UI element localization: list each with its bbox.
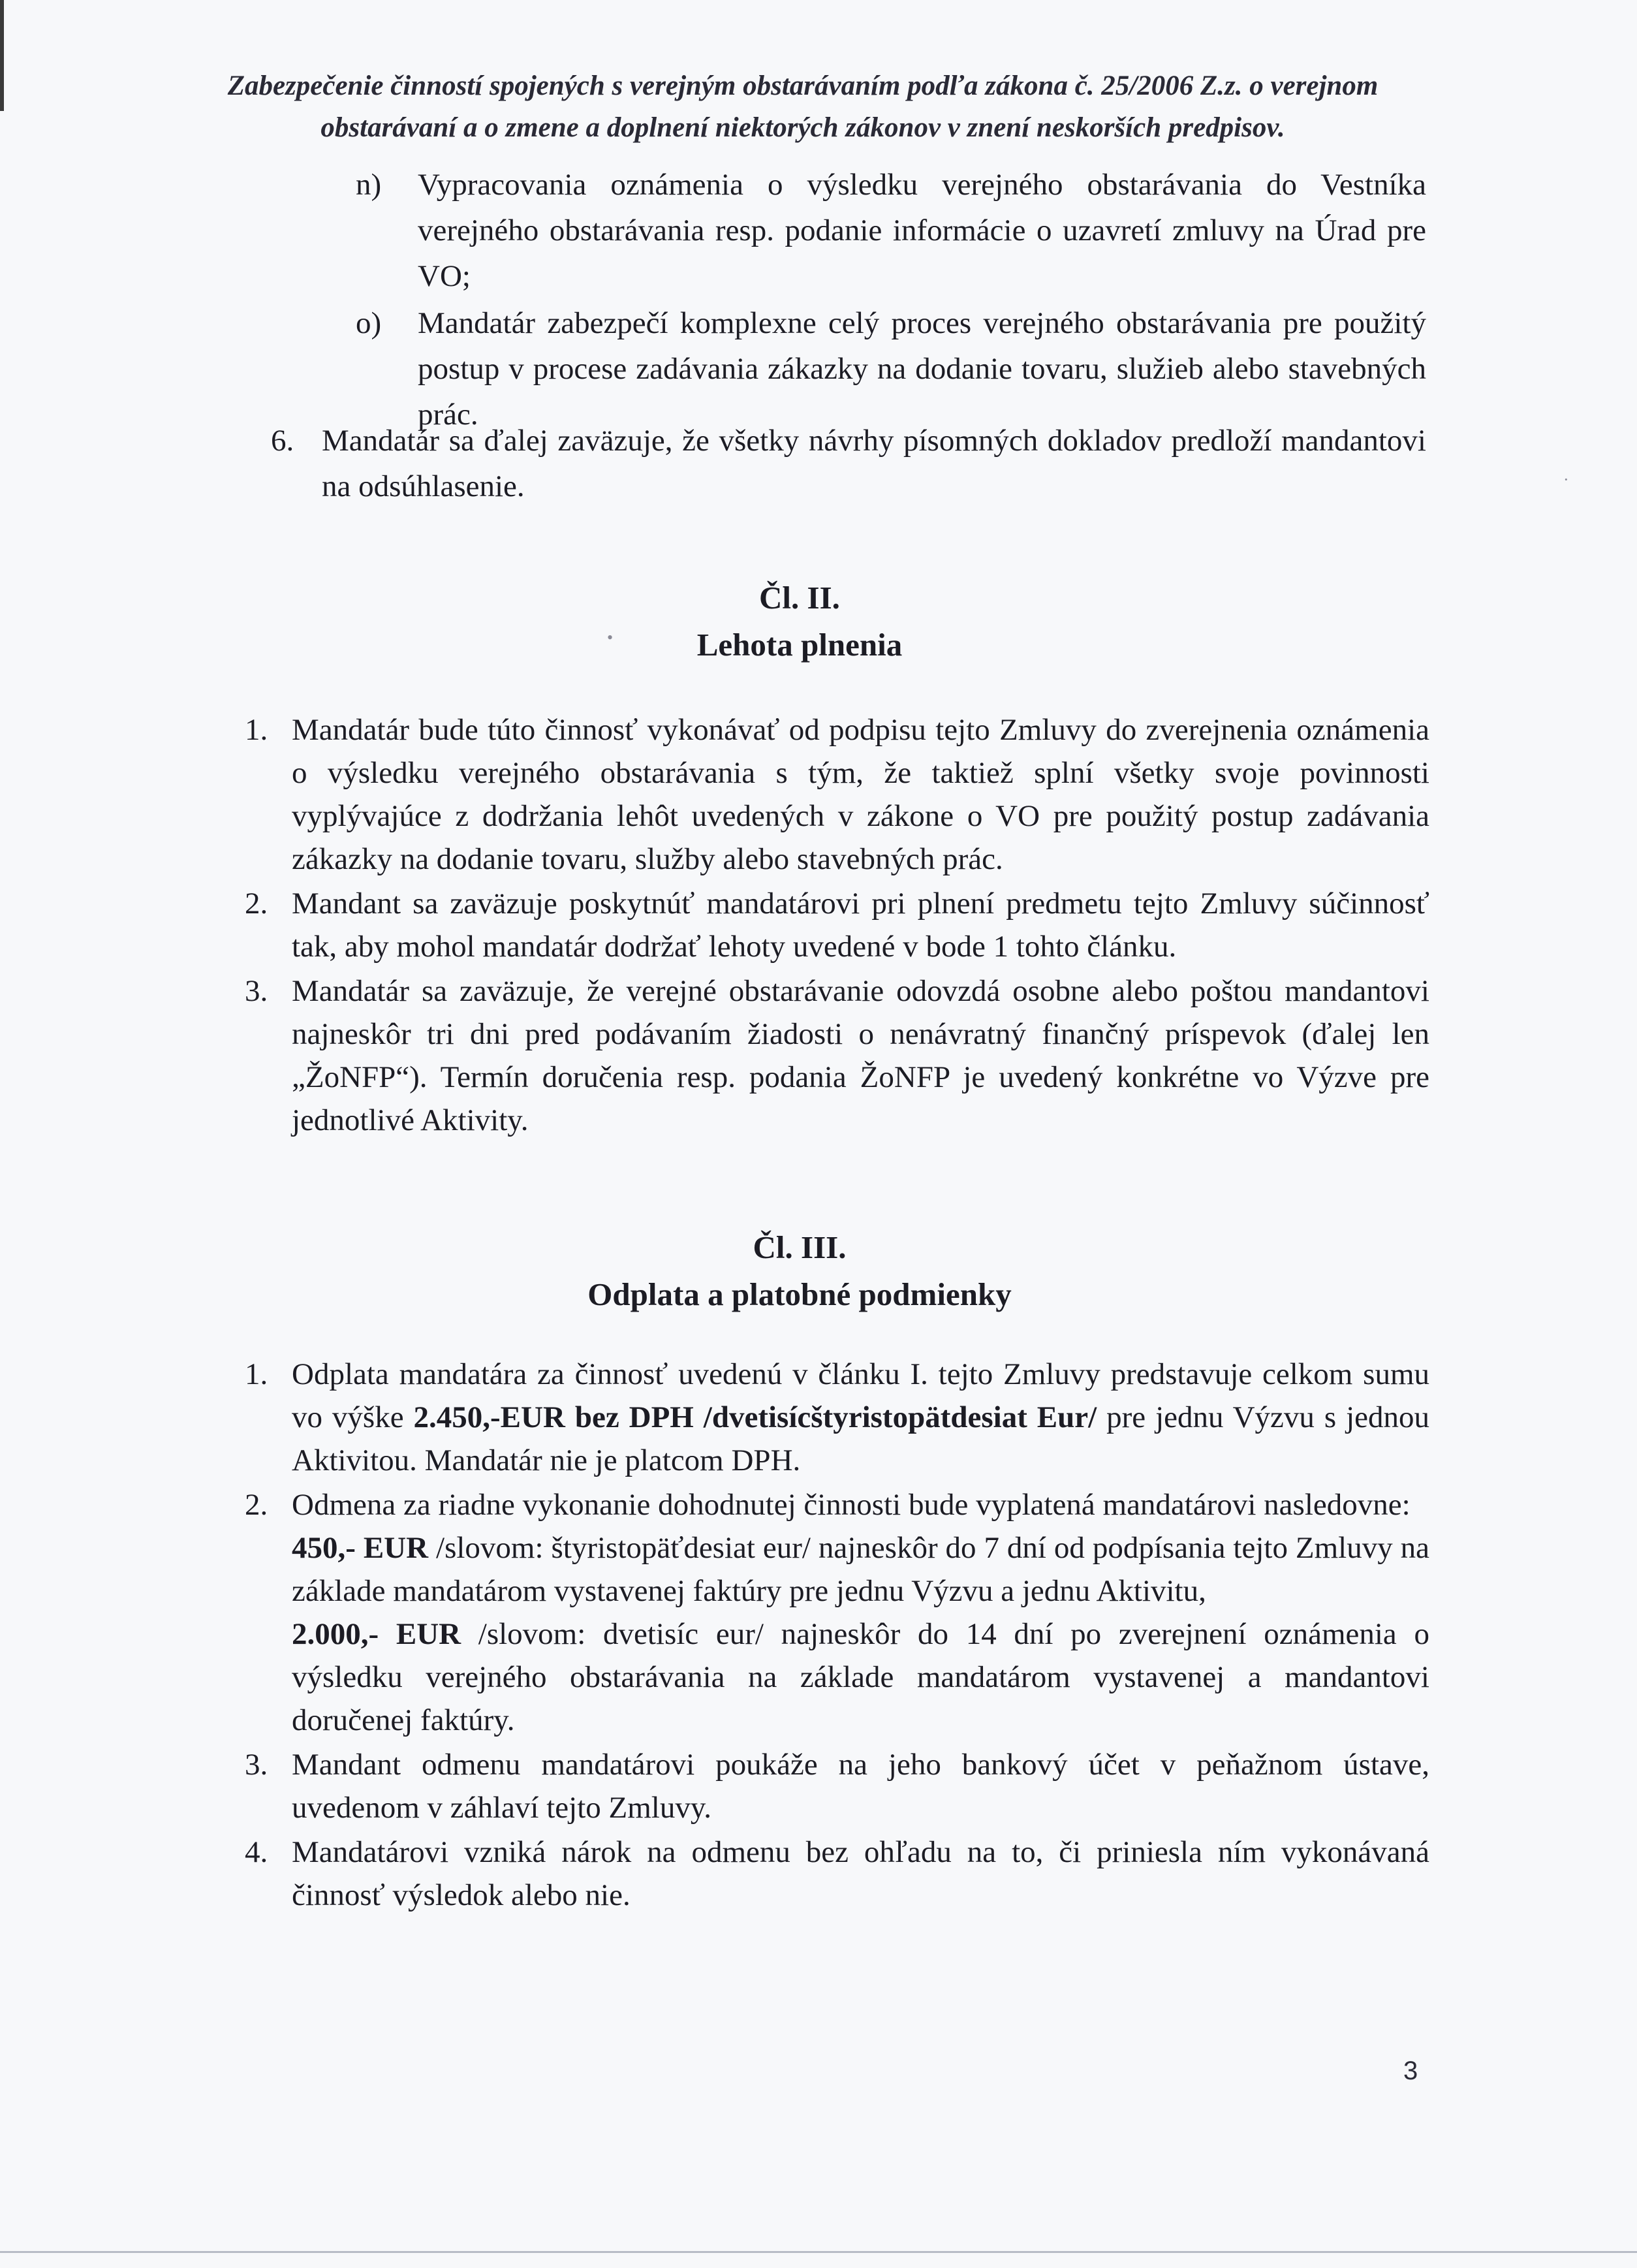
- list-item: [356, 300, 1426, 437]
- page-number: 3: [1403, 2056, 1418, 2085]
- list-item-text: Odmena za riadne vykonanie dohodnutej činnosti bude vyplatená mandatárovi nasledovne:: [292, 1488, 1411, 1522]
- payment-text: /slovom: dvetisíc eur/ najneskôr do 14 dní po zverejnení oznámenia o výsledku verejného obstarávania na základe mandatárom vystavenej a mandantovi doručenej faktúry.: [292, 1617, 1429, 1737]
- list-number: 3.: [245, 1748, 268, 1782]
- list-item: [356, 162, 1426, 299]
- scan-bottom-edge: [0, 2251, 1637, 2253]
- list-number: 1.: [245, 1357, 268, 1391]
- payment-installment-2: [292, 1613, 1429, 1742]
- list-item: [245, 1743, 1429, 1829]
- list-item-text: Mandatár sa zaväzuje, že verejné obstarávanie odovzdá osobne alebo poštou mandantovi najneskôr tri dni pred podávaním žiadosti o nenávratný finančný príspevok (ďalej len „ŽoNFP“). Termín doručenia resp. podania ŽoNFP je uvedený konkrétne vo Výzve pre jednotlivé Aktivity.: [292, 974, 1429, 1137]
- list-item-text: Mandatár zabezpečí komplexne celý proces verejného obstarávania pre použitý postup v procese zadávania zákazky na dodanie tovaru, služieb alebo stavebných prác.: [418, 306, 1426, 432]
- list-item: [245, 1483, 1429, 1742]
- list-marker: n): [356, 168, 382, 202]
- list-item-text: Mandatár sa ďalej zaväzuje, že všetky návrhy písomných dokladov predloží mandantovi na odsúhlasenie.: [322, 424, 1426, 503]
- list-item: [245, 708, 1429, 881]
- article-number: Čl. II.: [759, 580, 840, 616]
- fee-amount: 2.450,-EUR bez DPH /dvetisícštyristopätdesiat Eur/: [413, 1400, 1097, 1434]
- list-number: 1.: [245, 713, 268, 747]
- article-title: Lehota plnenia: [696, 627, 903, 663]
- list-marker: o): [356, 306, 382, 340]
- list-number: 4.: [245, 1835, 268, 1869]
- list-number: 3.: [245, 974, 268, 1008]
- scan-speck: •: [607, 628, 614, 647]
- list-item-text: Mandatár bude túto činnosť vykonávať od podpisu tejto Zmluvy do zverejnenia oznámenia o výsledku verejného obstarávania s tým, že taktiež splní všetky svoje povinnosti vyplývajúce z dodržania lehôt uvedených v zákone o VO pre použitý postup zadávania zákazky na dodanie tovaru, služby alebo stavebných prác.: [292, 713, 1429, 876]
- list-item: [245, 1831, 1429, 1917]
- article-ii-heading: [0, 575, 1599, 669]
- list-item-text: Mandant sa zaväzuje poskytnúť mandatárovi pri plnení predmetu tejto Zmluvy súčinnosť tak, aby mohol mandatár dodržať lehoty uvedené v bode 1 tohto článku.: [292, 887, 1429, 964]
- list-number: 2.: [245, 887, 268, 921]
- article-i-point-6: [271, 418, 1426, 511]
- list-number: 2.: [245, 1488, 268, 1522]
- list-item: [245, 882, 1429, 968]
- list-item: [271, 418, 1426, 509]
- article-i-sublist: [356, 162, 1426, 439]
- article-iii-list: [245, 1353, 1429, 1918]
- list-item: [245, 1353, 1429, 1482]
- document-header: [150, 65, 1456, 149]
- list-item-text: Vypracovania oznámenia o výsledku verejného obstarávania do Vestníka verejného obstarávania resp. podanie informácie o uzavretí zmluvy na Úrad pre VO;: [418, 168, 1426, 293]
- scan-edge-mark: [0, 0, 4, 111]
- article-iii-heading: [0, 1224, 1599, 1318]
- payment-text: /slovom: štyristopäťdesiat eur/ najneskôr do 7 dní od podpísania tejto Zmluvy na základe mandatárom vystavenej faktúry pre jednu Výzvu a jednu Aktivitu,: [292, 1531, 1429, 1608]
- list-item-text: Mandatárovi vzniká nárok na odmenu bez ohľadu na to, či priniesla ním vykonávaná činnosť výsledok alebo nie.: [292, 1835, 1429, 1912]
- article-title: Odplata a platobné podmienky: [587, 1276, 1012, 1312]
- list-item-text: Odplata mandatára za činnosť uvedenú v článku I. tejto Zmluvy predstavuje celkom sumu vo výške: [292, 1357, 1429, 1434]
- article-ii-list: [245, 708, 1429, 1143]
- header-line-1: Zabezpečenie činností spojených s verejným obstarávaním podľa zákona č. 25/2006 Z.z. o verejnom: [227, 71, 1379, 101]
- header-line-2: obstarávaní a o zmene a doplnení niektorých zákonov v znení neskorších predpisov.: [320, 112, 1285, 143]
- list-number: 6.: [271, 424, 294, 458]
- payment-amount: 450,- EUR: [292, 1531, 429, 1565]
- list-item-text: Mandant odmenu mandatárovi poukáže na jeho bankový účet v peňažnom ústave, uvedenom v záhlaví tejto Zmluvy.: [292, 1748, 1429, 1825]
- scan-speck: ·: [1563, 470, 1569, 489]
- article-number: Čl. III.: [753, 1229, 847, 1265]
- list-item-text: pre jednu Výzvu s jednou Aktivitou. Mandatár nie je platcom DPH.: [292, 1400, 1429, 1477]
- payment-amount: 2.000,- EUR: [292, 1617, 461, 1651]
- payment-installment-1: [292, 1526, 1429, 1613]
- list-item: [245, 969, 1429, 1142]
